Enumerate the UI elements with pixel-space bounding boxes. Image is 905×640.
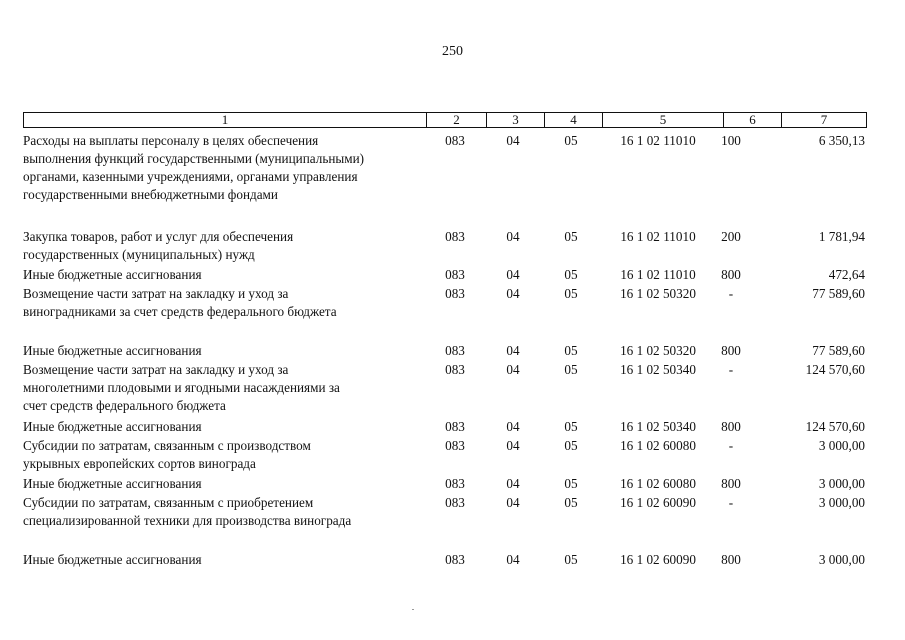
row-name <box>23 132 423 204</box>
row-name-line: многолетними плодовыми и ягодными насаждениями за <box>23 380 340 395</box>
target-article-code: 16 1 02 11010 <box>620 133 696 148</box>
row-name-line: укрывных европейских сортов винограда <box>23 456 256 471</box>
target-article-code: 16 1 02 11010 <box>620 229 696 244</box>
row-name-line: Иные бюджетные ассигнования <box>23 343 202 358</box>
section-code: 04 <box>506 286 520 301</box>
expense-type-code: 100 <box>721 133 741 148</box>
expense-type-code: - <box>728 438 734 453</box>
ved-code: 083 <box>445 495 465 510</box>
ved-code: 083 <box>445 419 465 434</box>
amount: 1 781,94 <box>818 229 865 244</box>
page-number: 250 <box>442 44 463 59</box>
header-cell: 3 <box>487 113 545 127</box>
row-name-line: Возмещение части затрат на закладку и уход за <box>23 362 289 377</box>
amount: 77 589,60 <box>812 343 865 358</box>
subsection-code: 05 <box>564 438 578 453</box>
section-code: 04 <box>506 495 520 510</box>
row-name-line: государственными внебюджетными фондами <box>23 187 278 202</box>
row-name-line: Иные бюджетные ассигнования <box>23 419 202 434</box>
header-cell: 6 <box>724 113 782 127</box>
amount: 472,64 <box>828 267 865 282</box>
row-name-line: специализированной техники для производства винограда <box>23 513 352 528</box>
expense-type-code: 800 <box>721 267 741 282</box>
amount: 124 570,60 <box>805 419 865 434</box>
subsection-code: 05 <box>564 133 578 148</box>
expense-type-code: 800 <box>721 552 741 567</box>
subsection-code: 05 <box>564 495 578 510</box>
row-name-line: виноградниками за счет средств федерального бюджета <box>23 304 337 319</box>
section-code: 04 <box>506 267 520 282</box>
row-name-line: Иные бюджетные ассигнования <box>23 267 202 282</box>
subsection-code: 05 <box>564 286 578 301</box>
amount: 77 589,60 <box>812 286 865 301</box>
subsection-code: 05 <box>564 362 578 377</box>
row-name <box>23 437 423 473</box>
ved-code: 083 <box>445 267 465 282</box>
row-name-line: счет средств федерального бюджета <box>23 398 226 413</box>
subsection-code: 05 <box>564 552 578 567</box>
section-code: 04 <box>506 133 520 148</box>
row-name-line: Иные бюджетные ассигнования <box>23 476 202 491</box>
target-article-code: 16 1 02 60080 <box>620 438 696 453</box>
row-name <box>23 418 423 436</box>
row-name-line: Закупка товаров, работ и услуг для обеспечения <box>23 229 294 244</box>
row-name-line: Субсидии по затратам, связанным с производством <box>23 438 311 453</box>
expense-type-code: 200 <box>721 229 741 244</box>
section-code: 04 <box>506 229 520 244</box>
amount: 3 000,00 <box>818 495 865 510</box>
ved-code: 083 <box>445 229 465 244</box>
section-code: 04 <box>506 343 520 358</box>
amount: 124 570,60 <box>805 362 865 377</box>
header-cell: 4 <box>545 113 603 127</box>
subsection-code: 05 <box>564 476 578 491</box>
scan-mark <box>412 609 414 610</box>
row-name-line: Иные бюджетные ассигнования <box>23 552 202 567</box>
ved-code: 083 <box>445 343 465 358</box>
header-cell: 1 <box>24 113 427 127</box>
ved-code: 083 <box>445 286 465 301</box>
subsection-code: 05 <box>564 419 578 434</box>
row-name-line: выполнения функций государственными (муниципальными) <box>23 151 365 166</box>
section-code: 04 <box>506 476 520 491</box>
expense-type-code: - <box>728 362 734 377</box>
header-cell: 5 <box>603 113 724 127</box>
row-name <box>23 285 423 321</box>
section-code: 04 <box>506 438 520 453</box>
ved-code: 083 <box>445 476 465 491</box>
header-cell: 7 <box>820 112 828 127</box>
amount: 6 350,13 <box>818 133 865 148</box>
expense-type-code: 800 <box>721 476 741 491</box>
ved-code: 083 <box>445 438 465 453</box>
amount: 3 000,00 <box>818 552 865 567</box>
row-name-line: Расходы на выплаты персоналу в целях обеспечения <box>23 133 319 148</box>
row-name <box>23 494 423 530</box>
row-name-line: Субсидии по затратам, связанным с приобретением <box>23 495 314 510</box>
ved-code: 083 <box>445 362 465 377</box>
expense-type-code: - <box>728 286 734 301</box>
row-name <box>23 361 423 415</box>
row-name-line: органами, казенными учреждениями, органами управления <box>23 169 358 184</box>
target-article-code: 16 1 02 50340 <box>620 362 696 377</box>
target-article-code: 16 1 02 11010 <box>620 267 696 282</box>
section-code: 04 <box>506 419 520 434</box>
section-code: 04 <box>506 552 520 567</box>
target-article-code: 16 1 02 50320 <box>620 343 696 358</box>
ved-code: 083 <box>445 552 465 567</box>
row-name <box>23 551 423 569</box>
amount: 3 000,00 <box>818 438 865 453</box>
row-name <box>23 475 423 493</box>
target-article-code: 16 1 02 60090 <box>620 552 696 567</box>
row-name <box>23 342 423 360</box>
target-article-code: 16 1 02 50320 <box>620 286 696 301</box>
expense-type-code: 800 <box>721 419 741 434</box>
subsection-code: 05 <box>564 267 578 282</box>
row-name-line: Возмещение части затрат на закладку и уход за <box>23 286 289 301</box>
expense-type-code: 800 <box>721 343 741 358</box>
ved-code: 083 <box>445 133 465 148</box>
header-cell: 2 <box>427 113 487 127</box>
row-name <box>23 266 423 284</box>
amount: 3 000,00 <box>818 476 865 491</box>
target-article-code: 16 1 02 60090 <box>620 495 696 510</box>
subsection-code: 05 <box>564 343 578 358</box>
expense-type-code: - <box>728 495 734 510</box>
subsection-code: 05 <box>564 229 578 244</box>
target-article-code: 16 1 02 60080 <box>620 476 696 491</box>
row-name <box>23 228 423 264</box>
row-name-line: государственных (муниципальных) нужд <box>23 247 255 262</box>
section-code: 04 <box>506 362 520 377</box>
table-header <box>23 112 867 128</box>
target-article-code: 16 1 02 50340 <box>620 419 696 434</box>
